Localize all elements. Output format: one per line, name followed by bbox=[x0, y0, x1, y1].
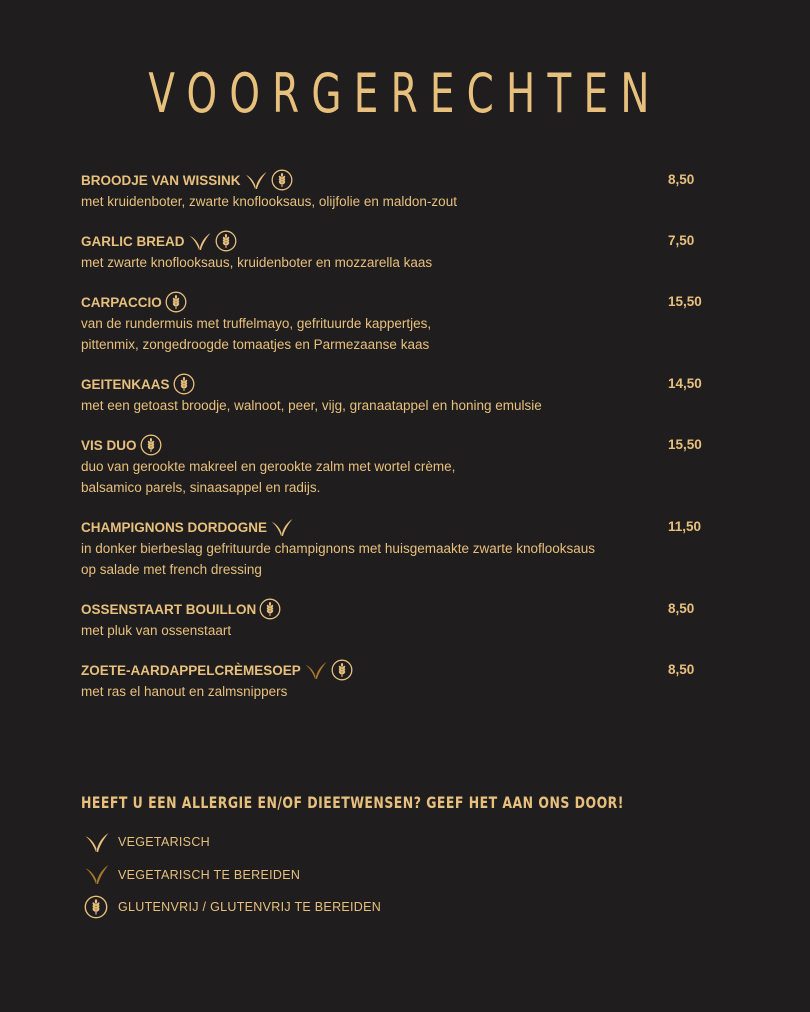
gluten-free-icon bbox=[271, 169, 293, 191]
gluten-free-icon bbox=[259, 598, 281, 620]
menu-item bbox=[81, 374, 731, 416]
menu-item bbox=[81, 292, 731, 355]
item-name: VIS DUO bbox=[81, 437, 137, 453]
gluten-free-icon bbox=[331, 659, 353, 681]
gluten-free-icon bbox=[165, 291, 187, 313]
legend-label: VEGETARISCH bbox=[118, 835, 210, 850]
item-description bbox=[81, 313, 641, 355]
item-price: 11,50 bbox=[668, 519, 702, 534]
vegetarian-icon bbox=[244, 171, 268, 190]
menu-item bbox=[81, 435, 731, 498]
item-price: 8,50 bbox=[668, 662, 695, 677]
menu-item bbox=[81, 599, 731, 641]
item-price: 15,50 bbox=[668, 437, 702, 452]
item-description-line: met ras el hanout en zalmsnippers bbox=[81, 684, 288, 699]
item-description bbox=[81, 252, 641, 273]
legend bbox=[84, 826, 381, 924]
vegetarian-optional-icon bbox=[84, 864, 118, 885]
item-description-line: op salade met french dressing bbox=[81, 562, 262, 577]
item-price: 14,50 bbox=[668, 376, 702, 391]
item-description bbox=[81, 191, 641, 212]
item-description-line: balsamico parels, sinaasappel en radijs. bbox=[81, 480, 321, 495]
menu-item bbox=[81, 231, 731, 273]
item-description bbox=[81, 456, 641, 498]
item-description bbox=[81, 620, 641, 641]
vegetarian-icon bbox=[84, 832, 118, 853]
gluten-free-icon bbox=[84, 895, 118, 919]
legend-item bbox=[84, 859, 381, 892]
item-description-line: pittenmix, zongedroogde tomaatjes en Parmezaanse kaas bbox=[81, 337, 430, 352]
item-name: GEITENKAAS bbox=[81, 376, 170, 392]
item-description-line: met zwarte knoflooksaus, kruidenboter en mozzarella kaas bbox=[81, 255, 433, 270]
legend-item bbox=[84, 826, 381, 859]
legend-item bbox=[84, 891, 381, 924]
menu-item bbox=[81, 517, 731, 580]
gluten-free-icon bbox=[140, 434, 162, 456]
item-price: 8,50 bbox=[668, 601, 695, 616]
item-price: 8,50 bbox=[668, 172, 695, 187]
allergy-notice: HEEFT U EEN ALLERGIE EN/OF DIEETWENSEN? GEEF HET AAN ONS DOOR! bbox=[81, 793, 624, 812]
vegetarian-optional-icon bbox=[304, 661, 328, 680]
item-name: OSSENSTAART BOUILLON bbox=[81, 601, 257, 617]
item-name: ZOETE-AARDAPPELCRÈMESOEP bbox=[81, 662, 301, 678]
menu-list bbox=[81, 170, 731, 702]
item-name: BROODJE VAN WISSINK bbox=[81, 172, 241, 188]
item-price: 15,50 bbox=[668, 294, 702, 309]
page-title: VOORGERECHTEN bbox=[148, 62, 662, 125]
item-description-line: van de rundermuis met truffelmayo, gefrituurde kappertjes, bbox=[81, 316, 432, 331]
legend-label: VEGETARISCH TE BEREIDEN bbox=[118, 867, 301, 882]
item-description-line: met een getoast broodje, walnoot, peer, vijg, granaatappel en honing emulsie bbox=[81, 398, 542, 413]
gluten-free-icon bbox=[215, 230, 237, 252]
item-description-line: in donker bierbeslag gefrituurde champignons met huisgemaakte zwarte knoflooksaus bbox=[81, 541, 596, 556]
item-name: CHAMPIGNONS DORDOGNE bbox=[81, 519, 268, 535]
vegetarian-icon bbox=[188, 232, 212, 251]
item-description bbox=[81, 681, 641, 702]
gluten-free-icon bbox=[173, 373, 195, 395]
item-description-line: duo van gerookte makreel en gerookte zalm met wortel crème, bbox=[81, 459, 456, 474]
legend-label: GLUTENVRIJ / GLUTENVRIJ TE BEREIDEN bbox=[118, 900, 382, 915]
item-description-line: met pluk van ossenstaart bbox=[81, 623, 232, 638]
item-description bbox=[81, 538, 641, 580]
menu-item bbox=[81, 660, 731, 702]
item-description bbox=[81, 395, 641, 416]
vegetarian-icon bbox=[270, 518, 294, 537]
item-price: 7,50 bbox=[668, 233, 695, 248]
item-name: GARLIC BREAD bbox=[81, 233, 185, 249]
item-description-line: met kruidenboter, zwarte knoflooksaus, olijfolie en maldon-zout bbox=[81, 194, 457, 209]
item-name: CARPACCIO bbox=[81, 294, 162, 310]
menu-item bbox=[81, 170, 731, 212]
